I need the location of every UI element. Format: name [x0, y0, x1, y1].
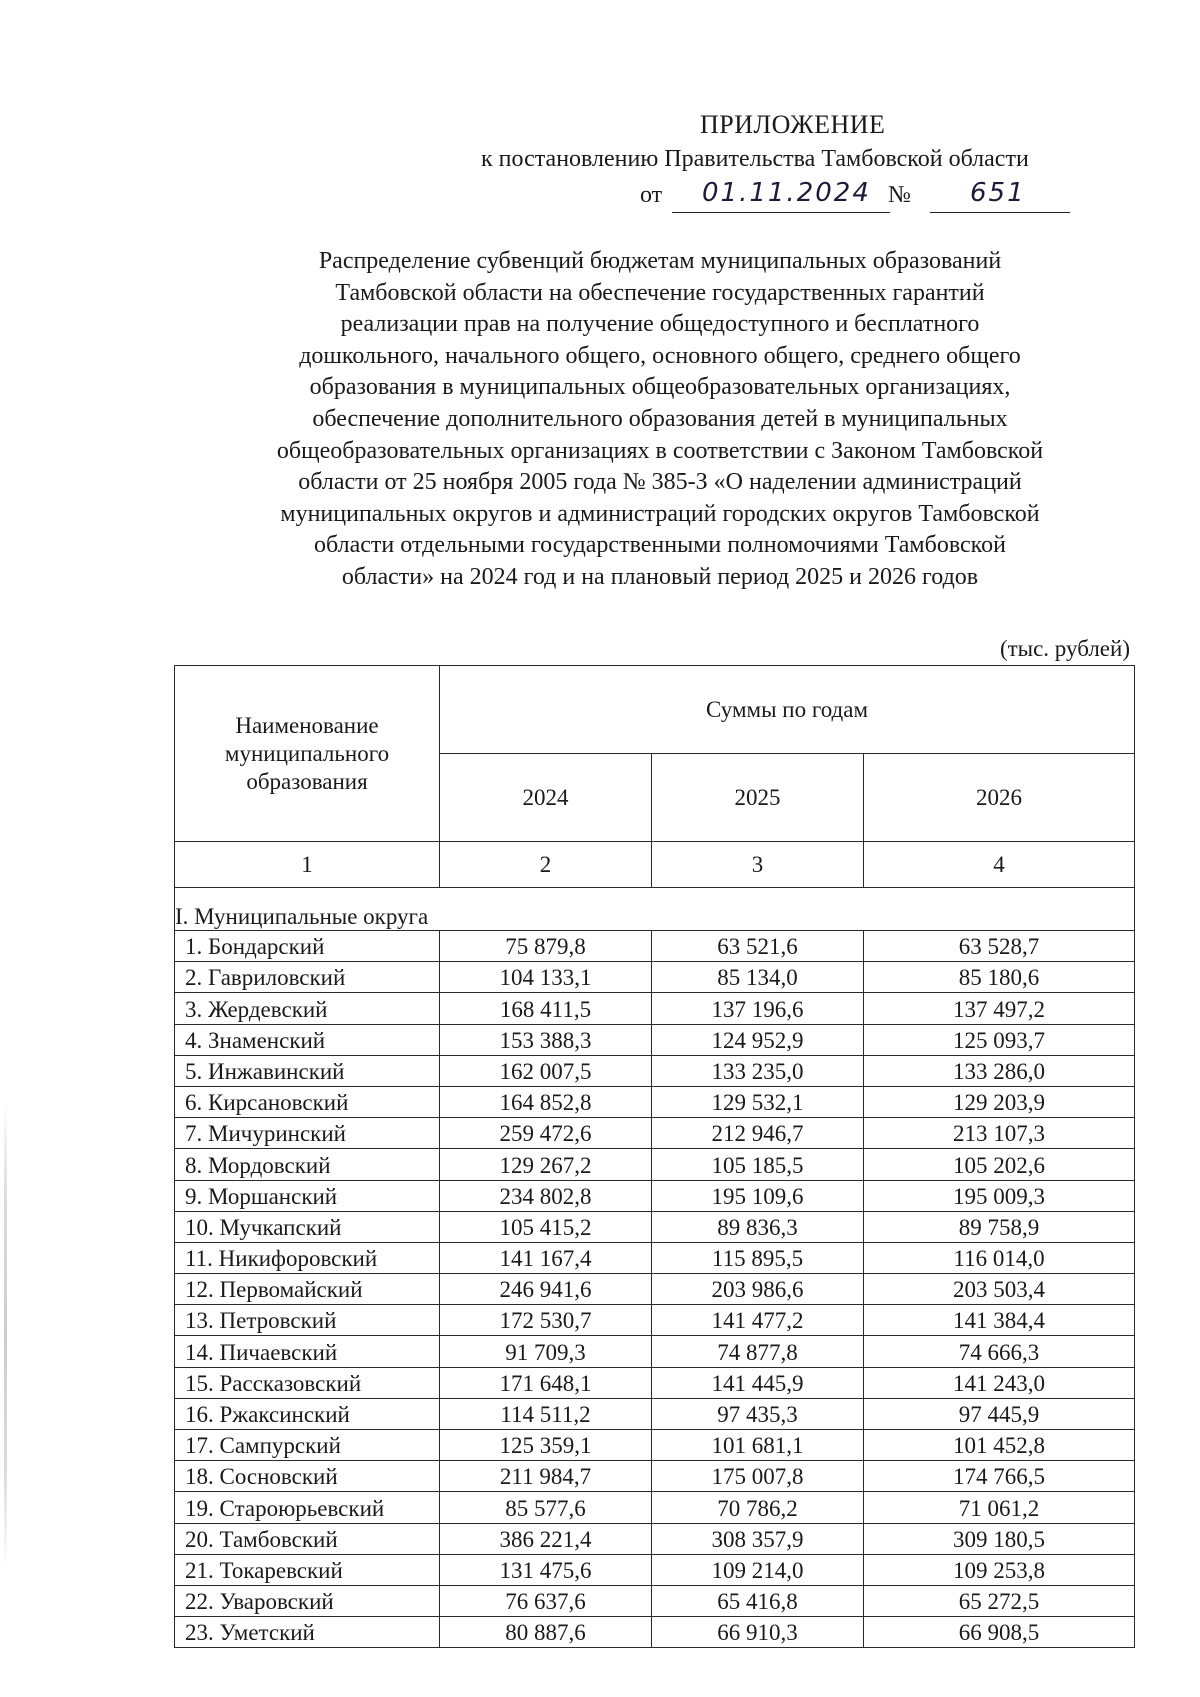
column-number-3: 3	[652, 842, 864, 888]
value-2024: 141 167,4	[440, 1242, 652, 1273]
value-2026: 203 503,4	[864, 1274, 1135, 1305]
value-2024: 91 709,3	[440, 1336, 652, 1367]
municipality-name: 12. Первомайский	[175, 1274, 440, 1305]
header-sums-by-year: Суммы по годам	[440, 666, 1135, 754]
municipality-name: 20. Тамбовский	[175, 1523, 440, 1554]
value-2026: 309 180,5	[864, 1523, 1135, 1554]
document-title	[170, 246, 1150, 594]
table-row	[175, 1024, 1135, 1055]
value-2024: 153 388,3	[440, 1024, 652, 1055]
municipality-name: 23. Уметский	[175, 1617, 440, 1648]
municipality-name: 9. Моршанский	[175, 1180, 440, 1211]
table-row	[175, 1086, 1135, 1117]
value-2024: 171 648,1	[440, 1367, 652, 1398]
table-row	[175, 1461, 1135, 1492]
value-2026: 195 009,3	[864, 1180, 1135, 1211]
table-row	[175, 1274, 1135, 1305]
municipality-name: 2. Гавриловский	[175, 962, 440, 993]
value-2025: 141 445,9	[652, 1367, 864, 1398]
value-2024: 75 879,8	[440, 931, 652, 962]
value-2026: 66 908,5	[864, 1617, 1135, 1648]
value-2026: 89 758,9	[864, 1211, 1135, 1242]
table-row	[175, 1367, 1135, 1398]
value-2026: 105 202,6	[864, 1149, 1135, 1180]
header-municipality-name: Наименование муниципального образования	[175, 666, 440, 842]
value-2025: 63 521,6	[652, 931, 864, 962]
appendix-subtitle: к постановлению Правительства Тамбовской области	[481, 146, 1029, 172]
value-2024: 172 530,7	[440, 1305, 652, 1336]
table-row	[175, 1149, 1135, 1180]
units-label: (тыс. рублей)	[999, 636, 1130, 661]
column-number-1: 1	[175, 842, 440, 888]
value-2024: 125 359,1	[440, 1430, 652, 1461]
value-2024: 259 472,6	[440, 1118, 652, 1149]
value-2024: 105 415,2	[440, 1211, 652, 1242]
municipality-name: 14. Пичаевский	[175, 1336, 440, 1367]
municipality-name: 10. Мучкапский	[175, 1211, 440, 1242]
value-2026: 116 014,0	[864, 1242, 1135, 1273]
value-2026: 213 107,3	[864, 1118, 1135, 1149]
value-2024: 85 577,6	[440, 1492, 652, 1523]
municipality-name: 13. Петровский	[175, 1305, 440, 1336]
table-row	[175, 993, 1135, 1024]
value-2026: 109 253,8	[864, 1554, 1135, 1585]
municipality-name: 16. Ржаксинский	[175, 1398, 440, 1429]
value-2025: 65 416,8	[652, 1585, 864, 1616]
value-2024: 164 852,8	[440, 1086, 652, 1117]
municipality-name: 6. Кирсановский	[175, 1086, 440, 1117]
title-line: общеобразовательных организациях в соответствии с Законом Тамбовской	[276, 437, 1044, 464]
value-2025: 308 357,9	[652, 1523, 864, 1554]
value-2024: 168 411,5	[440, 993, 652, 1024]
table-row	[175, 1336, 1135, 1367]
table-row	[175, 1180, 1135, 1211]
value-2025: 85 134,0	[652, 962, 864, 993]
value-2026: 125 093,7	[864, 1024, 1135, 1055]
header-year-2025: 2025	[652, 754, 864, 842]
municipality-name: 15. Рассказовский	[175, 1367, 440, 1398]
table-row	[175, 1055, 1135, 1086]
title-line: Распределение субвенций бюджетам муниципальных образований	[318, 248, 1002, 274]
title-line: муниципальных округов и администраций городских округов Тамбовской	[280, 500, 1040, 527]
table-body	[175, 888, 1135, 1648]
municipality-name: 1. Бондарский	[175, 931, 440, 962]
municipality-name: 22. Уваровский	[175, 1585, 440, 1616]
value-2025: 115 895,5	[652, 1242, 864, 1273]
value-2024: 104 133,1	[440, 962, 652, 993]
title-line: дошкольного, начального общего, основного общего, среднего общего	[299, 342, 1021, 369]
value-2024: 211 984,7	[440, 1461, 652, 1492]
value-2025: 137 196,6	[652, 993, 864, 1024]
value-2026: 141 384,4	[864, 1305, 1135, 1336]
distribution-table	[174, 665, 1135, 1648]
value-2025: 74 877,8	[652, 1336, 864, 1367]
value-2025: 101 681,1	[652, 1430, 864, 1461]
value-2025: 129 532,1	[652, 1086, 864, 1117]
value-2024: 80 887,6	[440, 1617, 652, 1648]
value-2024: 76 637,6	[440, 1585, 652, 1616]
value-2025: 195 109,6	[652, 1180, 864, 1211]
number-sign-label: №	[888, 182, 911, 208]
value-2026: 133 286,0	[864, 1055, 1135, 1086]
title-line: области отдельными государственными полномочиями Тамбовской	[314, 532, 1006, 559]
value-2025: 97 435,3	[652, 1398, 864, 1429]
value-2026: 85 180,6	[864, 962, 1135, 993]
value-2025: 203 986,6	[652, 1274, 864, 1305]
value-2025: 89 836,3	[652, 1211, 864, 1242]
table-row	[175, 1398, 1135, 1429]
title-line: области от 25 ноября 2005 года № 385-З «О наделении администраций	[298, 469, 1022, 496]
table-row	[175, 1617, 1135, 1648]
value-2024: 234 802,8	[440, 1180, 652, 1211]
municipality-name: 18. Сосновский	[175, 1461, 440, 1492]
title-line: Тамбовской области на обеспечение государственных гарантий	[335, 279, 985, 306]
title-line: области» на 2024 год и на плановый период 2025 и 2026 годов	[341, 563, 979, 590]
municipality-name: 21. Токаревский	[175, 1554, 440, 1585]
value-2026: 101 452,8	[864, 1430, 1135, 1461]
value-2025: 66 910,3	[652, 1617, 864, 1648]
table-row	[175, 931, 1135, 962]
value-2024: 129 267,2	[440, 1149, 652, 1180]
value-2024: 131 475,6	[440, 1554, 652, 1585]
value-2024: 386 221,4	[440, 1523, 652, 1554]
section-row	[175, 888, 1135, 931]
municipality-name: 7. Мичуринский	[175, 1118, 440, 1149]
header-year-2026: 2026	[864, 754, 1135, 842]
value-2026: 141 243,0	[864, 1367, 1135, 1398]
table-row	[175, 1554, 1135, 1585]
municipality-name: 3. Жердевский	[175, 993, 440, 1024]
value-2025: 105 185,5	[652, 1149, 864, 1180]
value-2025: 175 007,8	[652, 1461, 864, 1492]
date-field	[672, 180, 890, 213]
municipality-name: 4. Знаменский	[175, 1024, 440, 1055]
municipality-name: 5. Инжавинский	[175, 1055, 440, 1086]
value-2024: 162 007,5	[440, 1055, 652, 1086]
value-2025: 109 214,0	[652, 1554, 864, 1585]
number-field	[930, 180, 1070, 213]
title-line: обеспечение дополнительного образования детей в муниципальных	[312, 405, 1008, 432]
table-row	[175, 1430, 1135, 1461]
value-2025: 124 952,9	[652, 1024, 864, 1055]
value-2026: 65 272,5	[864, 1585, 1135, 1616]
column-number-4: 4	[864, 842, 1135, 888]
title-line: образования в муниципальных общеобразовательных организациях,	[309, 374, 1011, 401]
table-row	[175, 1585, 1135, 1616]
table-row	[175, 1305, 1135, 1336]
value-2026: 137 497,2	[864, 993, 1135, 1024]
value-2025: 70 786,2	[652, 1492, 864, 1523]
column-number-2: 2	[440, 842, 652, 888]
handwritten-number: 651	[970, 178, 1026, 208]
municipality-name: 19. Староюрьевский	[175, 1492, 440, 1523]
value-2024: 114 511,2	[440, 1398, 652, 1429]
value-2025: 212 946,7	[652, 1118, 864, 1149]
title-line: реализации прав на получение общедоступного и бесплатного	[340, 311, 980, 338]
value-2026: 74 666,3	[864, 1336, 1135, 1367]
value-2026: 63 528,7	[864, 931, 1135, 962]
header-year-2024: 2024	[440, 754, 652, 842]
date-prefix-label: от	[640, 182, 663, 208]
value-2026: 129 203,9	[864, 1086, 1135, 1117]
table-row	[175, 1523, 1135, 1554]
table-row	[175, 1211, 1135, 1242]
value-2025: 141 477,2	[652, 1305, 864, 1336]
municipality-name: 11. Никифоровский	[175, 1242, 440, 1273]
section-title: I. Муниципальные округа	[175, 888, 1135, 931]
table-row	[175, 1242, 1135, 1273]
scan-edge-artifact	[4, 1100, 7, 1570]
value-2025: 133 235,0	[652, 1055, 864, 1086]
value-2024: 246 941,6	[440, 1274, 652, 1305]
value-2026: 71 061,2	[864, 1492, 1135, 1523]
table-row	[175, 962, 1135, 993]
value-2026: 97 445,9	[864, 1398, 1135, 1429]
municipality-name: 8. Мордовский	[175, 1149, 440, 1180]
handwritten-date: 01.11.2024	[702, 178, 871, 208]
appendix-title: ПРИЛОЖЕНИЕ	[700, 110, 886, 139]
table-row	[175, 1492, 1135, 1523]
table-row	[175, 1118, 1135, 1149]
municipality-name: 17. Сампурский	[175, 1430, 440, 1461]
value-2026: 174 766,5	[864, 1461, 1135, 1492]
